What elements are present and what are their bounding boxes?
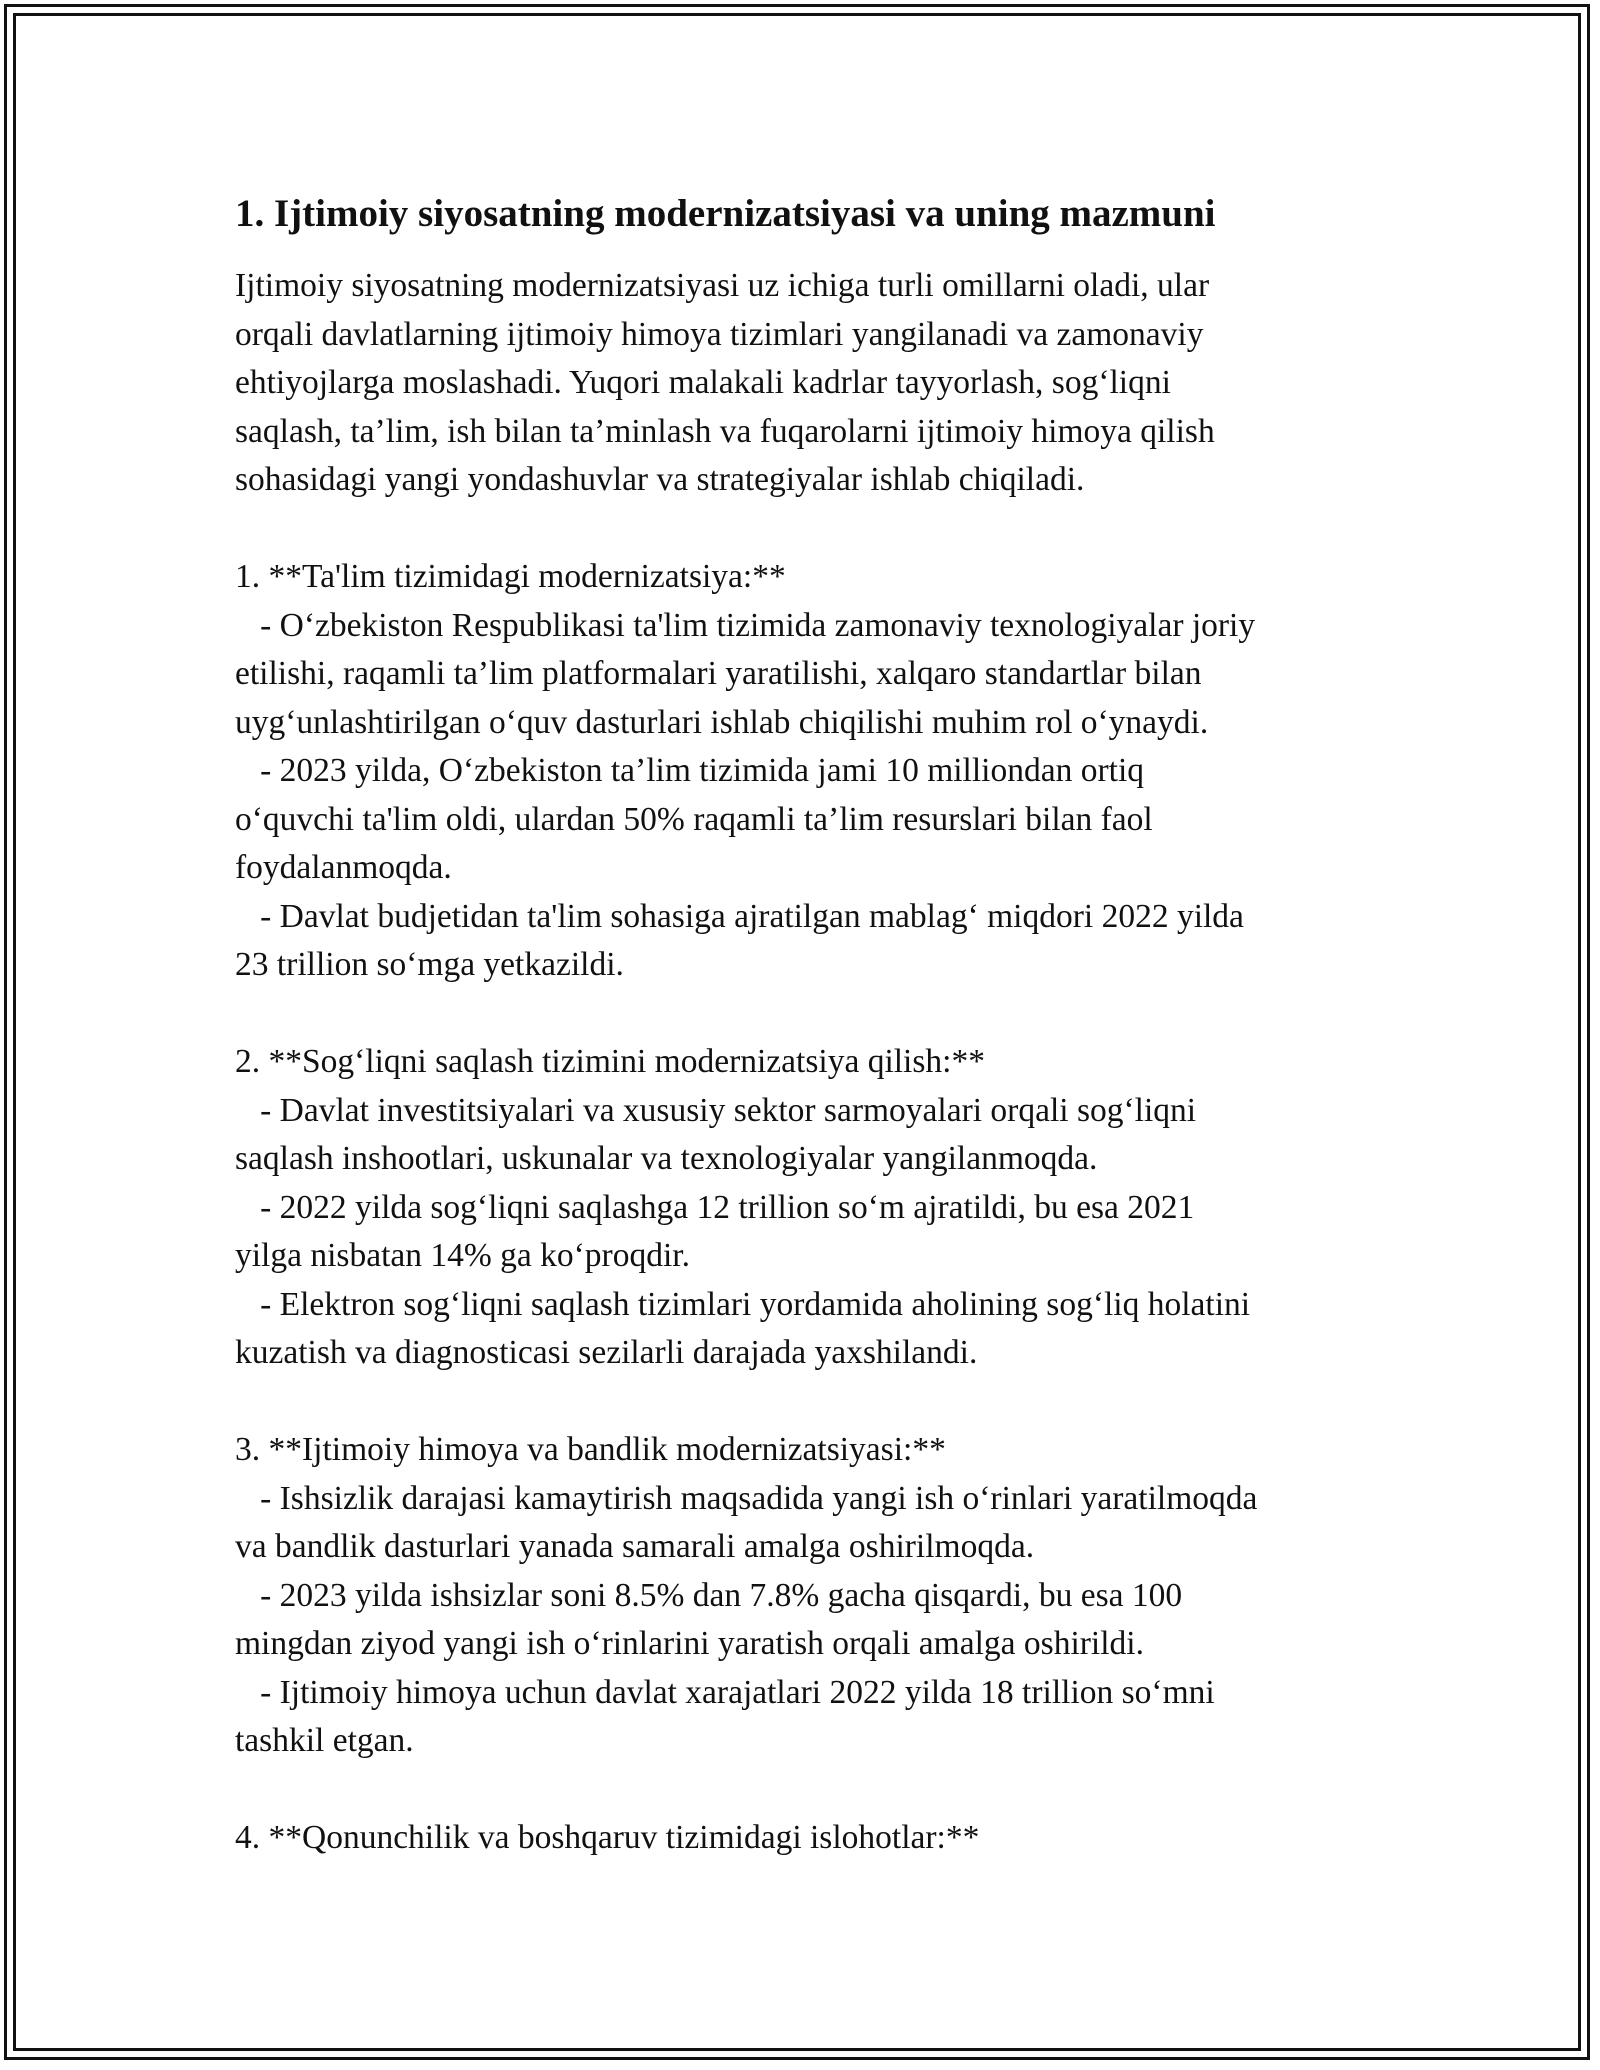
- text-line: foydalanmoqda.: [235, 849, 452, 886]
- text-line: - Davlat budjetidan ta'lim sohasiga ajratilgan mablag‘ miqdori 2022 yilda: [235, 897, 1244, 935]
- paragraph-gap: [235, 1766, 1385, 1815]
- intro-paragraph: [235, 262, 1385, 505]
- text-line: kuzatish va diagnosticasi sezilarli darajada yaxshilandi.: [235, 1334, 978, 1371]
- text-line: - 2023 yilda, O‘zbekiston ta’lim tizimida jami 10 milliondan ortiq: [235, 752, 1144, 789]
- list-heading: 2. **Sog‘liqni saqlash tizimini modernizatsiya qilish:**: [235, 1043, 985, 1080]
- text-line: orqali davlatlarning ijtimoiy himoya tizimlari yangilanadi va zamonaviy: [235, 315, 1204, 353]
- text-line: etilishi, raqamli ta’lim platformalari yaratilishi, xalqaro standartlar bilan: [235, 655, 1202, 692]
- text-line: Ijtimoiy siyosatning modernizatsiyasi uz ichiga turli omillarni oladi, ular: [235, 267, 1210, 304]
- list-heading: 1. **Ta'lim tizimidagi modernizatsiya:**: [235, 558, 786, 595]
- text-line: - O‘zbekiston Respublikasi ta'lim tizimida zamonaviy texnologiyalar joriy: [235, 606, 1256, 644]
- text-line: va bandlik dasturlari yanada samarali amalga oshirilmoqda.: [235, 1528, 1035, 1565]
- list-heading: 4. **Qonunchilik va boshqaruv tizimidagi islohotlar:**: [235, 1819, 980, 1856]
- section-heading: 1. Ijtimoiy siyosatning modernizatsiyasi va uning mazmuni: [235, 192, 1216, 235]
- text-line: - 2022 yilda sog‘liqni saqlashga 12 trillion so‘m ajratildi, bu esa 2021: [235, 1188, 1195, 1226]
- section-healthcare: [235, 1038, 1385, 1378]
- text-line: - 2023 yilda ishsizlar soni 8.5% dan 7.8% gacha qisqardi, bu esa 100: [235, 1576, 1183, 1614]
- section-social-protection: [235, 1426, 1385, 1766]
- paragraph-gap: [235, 1378, 1385, 1427]
- text-line: yilga nisbatan 14% ga ko‘proqdir.: [235, 1237, 690, 1274]
- text-line: sohasidagi yangi yondashuvlar va strategiyalar ishlab chiqiladi.: [235, 461, 1085, 498]
- text-line: saqlash inshootlari, uskunalar va texnologiyalar yangilanmoqda.: [235, 1140, 1098, 1177]
- text-line: o‘quvchi ta'lim oldi, ulardan 50% raqamli ta’lim resurslari bilan faol: [235, 800, 1153, 838]
- text-line: - Ishsizlik darajasi kamaytirish maqsadida yangi ish o‘rinlari yaratilmoqda: [235, 1479, 1258, 1517]
- document-body: [235, 186, 1385, 1863]
- section-education: [235, 553, 1385, 990]
- text-line: - Elektron sog‘liqni saqlash tizimlari yordamida aholining sog‘liq holatini: [235, 1285, 1251, 1323]
- text-line: uyg‘unlashtirilgan o‘quv dasturlari ishlab chiqilishi muhim rol o‘ynaydi.: [235, 703, 1209, 741]
- text-line: mingdan ziyod yangi ish o‘rinlarini yaratish orqali amalga oshirildi.: [235, 1625, 1144, 1662]
- text-line: 23 trillion so‘mga yetkazildi.: [235, 946, 624, 983]
- text-line: - Davlat investitsiyalari va xususiy sektor sarmoyalari orqali sog‘liqni: [235, 1091, 1197, 1129]
- text-line: - Ijtimoiy himoya uchun davlat xarajatlari 2022 yilda 18 trillion so‘mni: [235, 1673, 1215, 1711]
- section-legislation: [235, 1814, 1385, 1863]
- paragraph-gap: [235, 990, 1385, 1039]
- text-line: ehtiyojlarga moslashadi. Yuqori malakali kadrlar tayyorlash, sog‘liqni: [235, 364, 1171, 401]
- paragraph-gap: [235, 505, 1385, 554]
- text-line: tashkil etgan.: [235, 1722, 414, 1759]
- list-heading: 3. **Ijtimoiy himoya va bandlik modernizatsiyasi:**: [235, 1431, 946, 1468]
- text-line: saqlash, ta’lim, ish bilan ta’minlash va fuqarolarni ijtimoiy himoya qilish: [235, 412, 1215, 450]
